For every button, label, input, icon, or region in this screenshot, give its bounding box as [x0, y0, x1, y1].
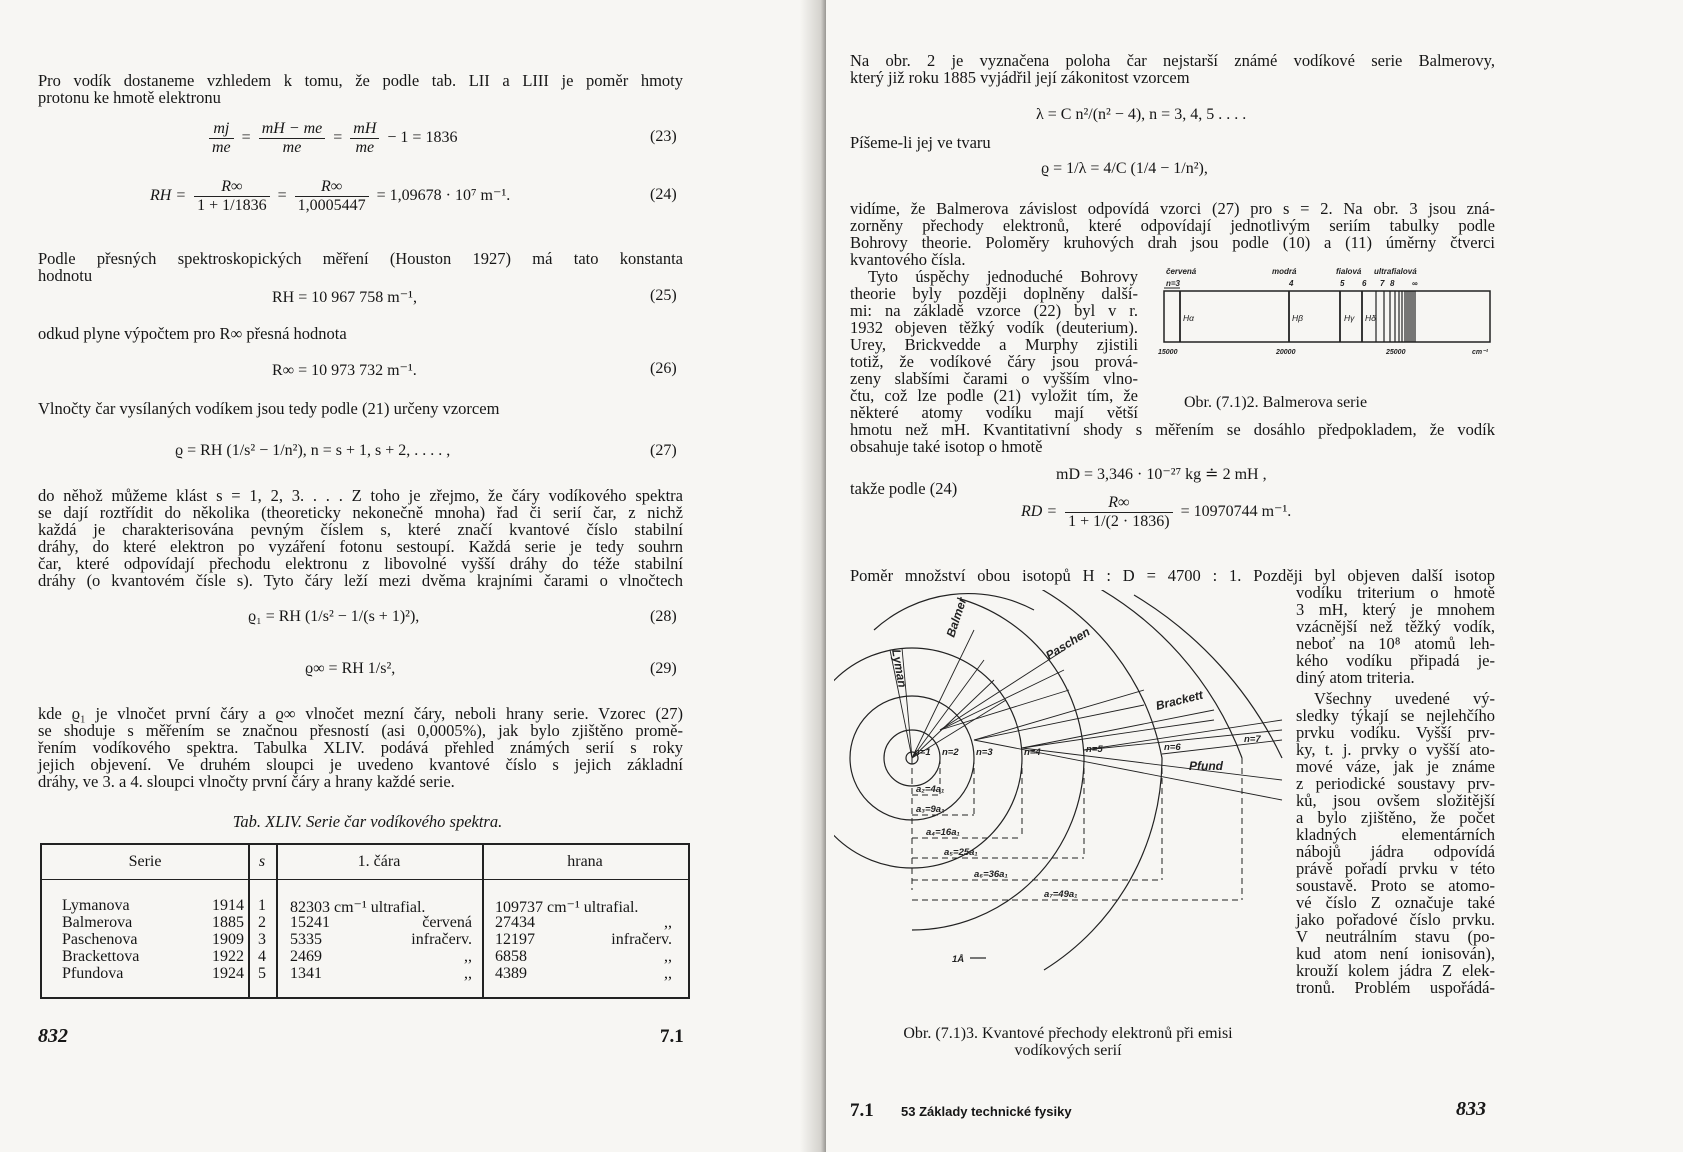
text-line: dráhy, ve 3. a 4. sloupci vlnočty první čáry a hrany každé serie. [38, 772, 455, 791]
text-line: hmotu než mH. Kvantitativní shody s měřením se dosáhlo předpokladem, že vodík [850, 420, 1495, 439]
text-line: se shoduje s měřením se značnou přesností (asi 0,0005%), jak bylo zjištěno promě- [38, 721, 683, 740]
equation-28: ϱ₁ = RH (1/s² − 1/(s + 1)²), [248, 608, 420, 625]
table-cell-name: Lymanova [62, 897, 130, 914]
text-line: zeny slabšími čarami o vyšším vlno- [850, 369, 1138, 388]
label-violet: fialová [1336, 267, 1362, 276]
table-cell-first: 82303 cm⁻¹ ultrafial. [290, 899, 426, 916]
tick-15000: 15000 [1158, 349, 1178, 356]
eq-tail: − 1 = 1836 [387, 129, 458, 147]
table-header-s: s [258, 853, 266, 870]
paragraph-accuracy [38, 705, 683, 790]
eq-numerator: mH − me [259, 120, 326, 139]
table-cell-s: 3 [258, 931, 266, 948]
table-header-first-line: 1. čára [357, 853, 401, 870]
text-line: Poměr množství obou isotopů H : D = 4700 : 1. Později byl objeven další isotop [850, 566, 1495, 585]
label-n4: 4 [1289, 279, 1294, 288]
equation-24: RH = $\frac{R\infty}{1 + 1/1836}$ = $\frac{R\infty}{1,0005447}$ = 1,09678 · 10⁷ m⁻¹. [150, 178, 511, 214]
label-ultraviolet: ultrafialová [1374, 267, 1417, 276]
text-line: nábojů jádra odpovídá [1296, 842, 1495, 861]
eq-denominator: me [355, 139, 375, 156]
text-line: a bylo zjištěno, že počet [1296, 808, 1495, 827]
eq-numerator: R∞ [295, 178, 369, 197]
text-line: hodnotu [38, 266, 93, 285]
eq-denominator: 1 + 1/1836 [197, 197, 267, 214]
text-line: diný atom triteria. [1296, 668, 1415, 687]
text-line: se dají roztřídit do několika (theoreticky nekonečně mnoha) řad či serií čar, z nichž [38, 503, 683, 522]
balmer-series-figure [1158, 264, 1494, 372]
equation-25: RH = 10 967 758 m⁻¹, [272, 289, 417, 306]
table-cell-edge-note: infračerv. [611, 931, 672, 948]
page-number: 833 [1456, 1098, 1486, 1120]
page-number: 832 [38, 1025, 68, 1047]
text-line: jako pořadové číslo prvku. [1296, 910, 1495, 929]
paragraph-hydrogen-mass [850, 421, 1495, 455]
equation-number: (24) [650, 186, 677, 203]
table-cell-first-note: ,, [464, 948, 472, 965]
equation-number: (29) [650, 660, 677, 677]
text-line: mi: na základě vzorce (22) byl v r. [850, 301, 1138, 320]
label-n4: n=4 [1024, 747, 1041, 758]
table-cell-first: 2469 [290, 948, 322, 965]
table-cell-first-note: ,, [464, 965, 472, 982]
figure-2-caption: Obr. (7.1)2. Balmerova serie [1184, 394, 1368, 411]
text-line: theorie byly později doplněny další- [850, 284, 1138, 303]
paragraph-written [850, 134, 1150, 151]
text-line: čar, které odpovídají přechodu elektronu z libovolné vyšší dráhy do téže stabilní [38, 554, 683, 573]
eq-numerator: mj [209, 120, 234, 139]
table-cell-year: 1885 [212, 914, 244, 931]
label-a3: a₃=9a₁ [916, 804, 945, 815]
caption-line: vodíkových serií [1014, 1042, 1122, 1059]
text-line: vidíme, že Balmerova závislost odpovídá vzorci (27) pro s = 2. Na obr. 3 jsou zná- [850, 199, 1495, 218]
table-cell-first-note: červená [422, 914, 472, 931]
text-line: Na obr. 2 je vyznačena poloha čar nejstarší známé vodíkové serie Balmerovy, [850, 51, 1495, 70]
tick-25000: 25000 [1386, 349, 1406, 356]
text-line: jejich objevení. Ve druhém sloupci je uvedeno kvantové číslo s jejich základní [38, 755, 683, 774]
text-line: z periodické soustavy prv- [1296, 774, 1495, 793]
paragraph-heavier-elements [1296, 690, 1495, 996]
equation-rho: ϱ = 1/λ = 4/C (1/4 − 1/n²), [1041, 160, 1208, 177]
table-cell-edge: 6858 [495, 948, 527, 965]
label-n7: 7 [1380, 279, 1385, 288]
eq-lhs: RH = [150, 187, 187, 205]
text-line: Pro vodík dostaneme vzhledem k tomu, že podle tab. LII a LIII je poměr hmoty [38, 71, 683, 90]
table-caption: Tab. XLIV. Serie čar vodíkového spektra. [232, 812, 503, 831]
equation-26: R∞ = 10 973 732 m⁻¹. [272, 362, 417, 379]
equation-number: (25) [650, 287, 677, 304]
tick-20000: 20000 [1276, 349, 1296, 356]
label-h-delta: Hδ [1365, 313, 1376, 323]
label-n1: n=1 [914, 747, 931, 758]
equation-number: (28) [650, 608, 677, 625]
text-line: ky, t. j. prvky o vyšší ato- [1296, 740, 1495, 759]
eq-numerator: R∞ [194, 178, 269, 197]
label-lyman: Lyman [889, 648, 910, 689]
label-pfund: Pfund [1189, 759, 1223, 773]
text-line: kého vodíku připadá je- [1296, 651, 1495, 670]
table-cell-year: 1914 [212, 897, 244, 914]
label-n7: n=7 [1244, 734, 1261, 745]
paragraph-tritium [1296, 584, 1495, 686]
table-cell-first: 1341 [290, 965, 322, 982]
equation-23: $\frac{mj}{me}$ = $\frac{mH - me}{me}$ = $\frac{mH}{me}$ − 1 = 1836 [205, 120, 457, 157]
paragraph-balmer [850, 52, 1495, 86]
label-n3: n=3 [976, 747, 993, 758]
text-line: Urey, Brickvedde a Murphy zjistili [850, 335, 1138, 354]
label-paschen: Paschen [1043, 624, 1093, 663]
text-line: Tyto úspěchy jednoduché Bohrovy [868, 267, 1138, 286]
eq-denominator: me [282, 139, 302, 156]
equation-29: ϱ∞ = RH 1/s², [305, 660, 396, 677]
text-line: vzácnější než těžký vodík, [1296, 617, 1495, 636]
table-cell-edge: 27434 [495, 914, 535, 931]
text-line: tronů. Problém uspořádá- [1296, 978, 1495, 997]
text-line: kde ϱ₁ je vlnočet první čáry a ϱ∞ vlnočet mezní čáry, neboli hrany serie. Vzorec (27) [38, 704, 683, 723]
equation-27: ϱ = RH (1/s² − 1/n²), n = s + 1, s + 2, . . . . , [175, 442, 451, 459]
text-line: který již roku 1885 vyjádřil její zákonitost vzorcem [850, 68, 1190, 87]
eq-denominator: 1 + 1/(2 · 1836) [1068, 513, 1170, 530]
text-line: Podle přesných spektroskopických měření (Houston 1927) má tato konstanta [38, 249, 683, 268]
section-number: 7.1 [660, 1026, 684, 1047]
caption-line: Obr. (7.1)3. Kvantové přechody elektronů při emisi [903, 1025, 1233, 1042]
label-h-alpha: Hα [1183, 313, 1194, 323]
figure-3-caption [848, 1025, 1288, 1059]
text-line: takže podle (24) [850, 479, 958, 498]
text-line: Bohrovy theorie. Poloměry kruhových drah jsou podle (10) a (11) úměrny čtverci [850, 233, 1495, 252]
table-cell-s: 4 [258, 948, 266, 965]
equation-RD [1021, 494, 1291, 531]
text-line: krouží kolem jádra Z elek- [1296, 961, 1495, 980]
table-cell-name: Paschenova [62, 931, 138, 948]
text-line: protonu ke hmotě elektronu [38, 88, 221, 107]
text-line: prvku vodíku. Vyšší prv- [1296, 723, 1495, 742]
table-cell-s: 1 [258, 897, 266, 914]
text-line: vodíku triterium o hmotě [1296, 583, 1495, 602]
table-cell-year: 1922 [212, 948, 244, 965]
label-n8: 8 [1390, 279, 1395, 288]
label-n3: n=3 [1166, 279, 1181, 288]
quantum-transitions-figure [834, 590, 1292, 1020]
equation-lambda: λ = C n²/(n² − 4), n = 3, 4, 5 . . . . [1036, 106, 1247, 123]
eq-denominator: me [212, 139, 231, 156]
table-cell-edge-note: ,, [664, 965, 672, 982]
text-line: řením vodíkového spektra. Tabulka XLIV. podává přehled známých serií s roky [38, 738, 683, 757]
equation-number: (23) [650, 128, 677, 145]
label-n2: n=2 [942, 747, 959, 758]
table-cell-edge: 4389 [495, 965, 527, 982]
text-line: kvantového čísla. [850, 250, 966, 269]
label-balmer: Balmer [943, 595, 970, 639]
paragraph-intro [38, 72, 683, 106]
text-line: mové váze, jak je známe [1296, 757, 1495, 776]
left-page [0, 0, 826, 1152]
table-cell-first: 5335 [290, 931, 322, 948]
text-line: právě pořadí prvku v této [1296, 859, 1495, 878]
label-n6: 6 [1362, 279, 1367, 288]
paragraph-deuterium [850, 268, 1138, 421]
table-header-edge: hrana [567, 853, 603, 870]
text-line: 3 mH, který je mnohem [1296, 600, 1495, 619]
table-cell-name: Balmerova [62, 914, 133, 931]
text-line: totiž, že vodíkové čáry jsou prová- [850, 352, 1138, 371]
equation-mD: mD = 3,346 · 10⁻²⁷ kg ≐ 2 mH , [1056, 466, 1267, 483]
text-line: 1932 objeven těžký vodík (deuterium). [850, 318, 1138, 337]
paragraph-isotope-ratio [850, 567, 1495, 584]
label-h-gamma: Hγ [1344, 313, 1355, 323]
text-line: odkud plyne výpočtem pro R∞ přesná hodnota [38, 324, 347, 343]
label-scale: 1Å [952, 954, 965, 965]
text-line: ků, jsou ovšem složitější [1296, 791, 1495, 810]
equation-number: (27) [650, 442, 677, 459]
text-line: sledky týkají se nejlehčího [1296, 706, 1495, 725]
table-cell-edge-note: ,, [664, 914, 672, 931]
text-line: V neutrálním stavu (po- [1296, 927, 1495, 946]
eq-numerator: mH [350, 120, 379, 139]
text-line: dráhy (o kvantovém čísle s). Tyto čáry leží mezi dvěma krajními čarami o vlnočtech [38, 571, 683, 590]
eq-tail: = 10970744 m⁻¹. [1180, 503, 1292, 521]
text-line: soustavě. Proto se atomo- [1296, 876, 1495, 895]
table-cell-edge: 109737 cm⁻¹ ultrafial. [495, 899, 639, 916]
label-ninf: ∞ [1412, 279, 1418, 288]
paragraph-rinf [38, 325, 683, 342]
label-n5: n=5 [1086, 744, 1103, 755]
text-line: zorněny přechody elektronů, které odpovídají jednotlivým seriím tabulky podle [850, 216, 1495, 235]
table-cell-year: 1909 [212, 931, 244, 948]
eq-tail: = 1,09678 · 10⁷ m⁻¹. [376, 187, 511, 205]
label-n5: 5 [1340, 279, 1345, 288]
table-cell-first: 15241 [290, 914, 330, 931]
paragraph-transitions [850, 200, 1495, 268]
text-line: dráhy, do které elektron po vyzáření fotonu sestoupí. Každá serie je tedy souhrn [38, 537, 683, 556]
paragraph-houston [38, 250, 683, 284]
equation-number: (26) [650, 360, 677, 377]
text-line: neboť na 10⁸ atomů leh- [1296, 634, 1495, 653]
section-number: 7.1 [850, 1100, 874, 1121]
right-page [826, 0, 1683, 1152]
series-table [40, 843, 690, 999]
text-line: kladných elementárních [1296, 825, 1495, 844]
label-a7: a₇=49a₁ [1044, 889, 1078, 900]
paragraph-wavenumbers [38, 400, 683, 417]
table-header-serie: Serie [128, 853, 162, 870]
text-line: některé atomy vodíku mají větší [850, 403, 1138, 422]
table-cell-name: Pfundova [62, 965, 124, 982]
label-red: červená [1166, 267, 1197, 276]
label-h-beta: Hβ [1292, 313, 1303, 323]
tick-unit: cm⁻¹ [1472, 349, 1489, 356]
label-blue: modrá [1272, 267, 1297, 276]
text-line: Píšeme-li jej ve tvaru [850, 133, 991, 152]
printer-signature: 53 Základy technické fysiky [901, 1104, 1072, 1119]
table-cell-first-note: infračerv. [411, 931, 472, 948]
table-cell-s: 5 [258, 965, 266, 982]
label-n6: n=6 [1164, 742, 1181, 753]
paragraph-series [38, 487, 683, 589]
table-cell-edge-note: ,, [664, 948, 672, 965]
text-line: do něhož můžeme klást s = 1, 2, 3. . . . Z toho je zřejmo, že čáry vodíkového spektra [38, 486, 683, 505]
label-a5: a₅=25a₁ [944, 847, 978, 858]
table-cell-s: 2 [258, 914, 266, 931]
text-line: obsahuje také isotop o hmotě [850, 437, 1043, 456]
text-line: vé číslo Z označuje také [1296, 893, 1495, 912]
label-a6: a₆=36a₁ [974, 869, 1008, 880]
text-line: každá je charakterisována pevným číslem s, které značí kvantové číslo stabilní [38, 520, 683, 539]
eq-lhs: RD = [1021, 503, 1058, 521]
text-line: Všechny uvedené vý- [1314, 689, 1495, 708]
table-cell-edge: 12197 [495, 931, 535, 948]
table-cell-year: 1924 [212, 965, 244, 982]
label-a4: a₄=16a₁ [926, 827, 960, 838]
eq-numerator: R∞ [1065, 494, 1172, 513]
text-line: Vlnočty čar vysílaných vodíkem jsou tedy podle (21) určeny vzorcem [38, 399, 500, 418]
label-brackett: Brackett [1154, 687, 1205, 713]
eq-denominator: 1,0005447 [297, 197, 366, 214]
label-a2: a₂=4a₁ [916, 784, 945, 795]
table-cell-name: Brackettova [62, 948, 140, 965]
text-line: kud atom není ionisován), [1296, 944, 1495, 963]
text-line: čtu, což lze podle (21) vyložit tím, že [850, 386, 1138, 405]
